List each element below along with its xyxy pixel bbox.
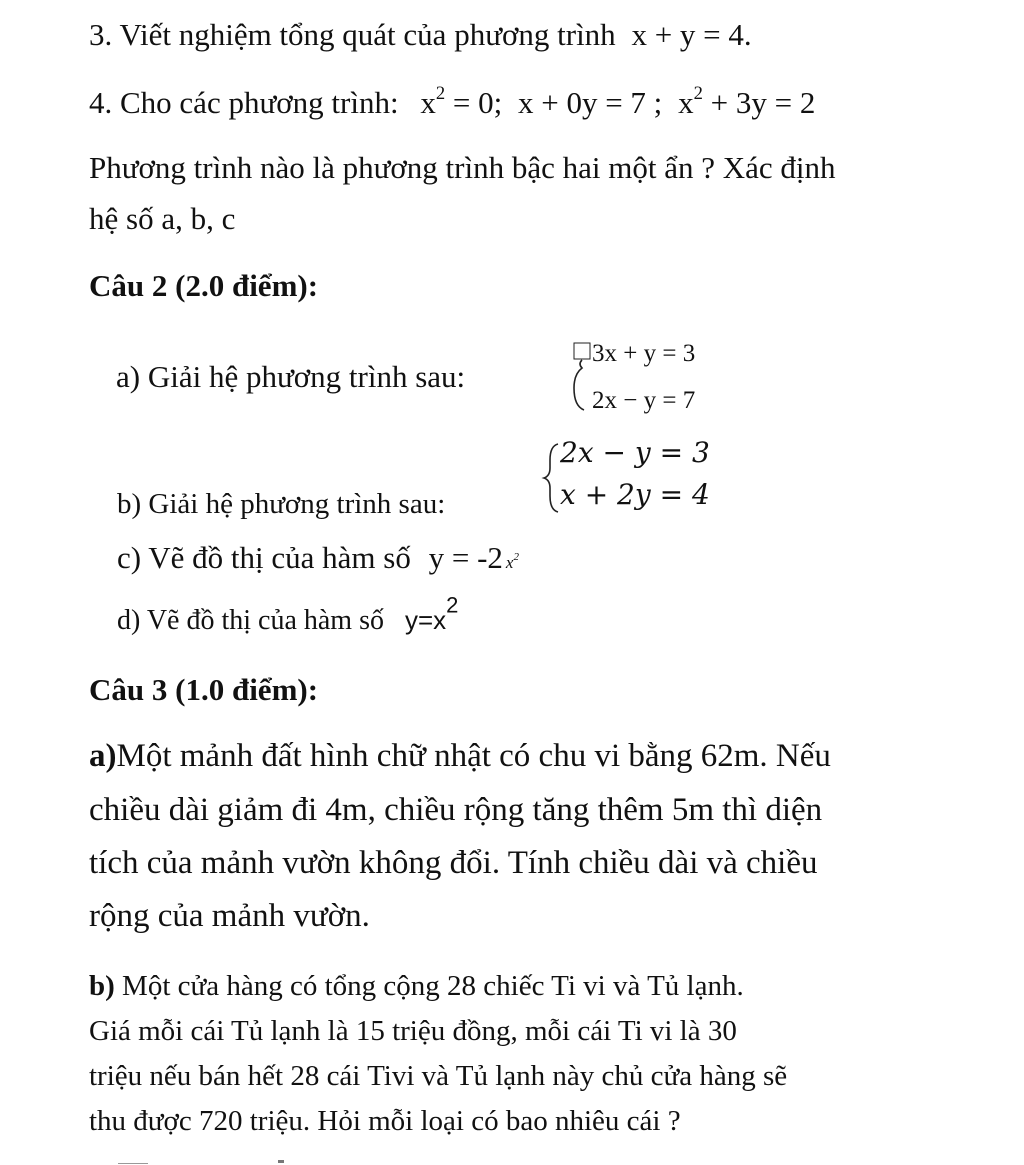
equation-2: x + 0y = 7 ; <box>517 85 663 120</box>
part-3a-line3: tích của mảnh vườn không đổi. Tính chiều dài và chiều <box>89 845 818 881</box>
part-2b-label: b) Giải hệ phương trình sau: <box>117 488 446 520</box>
part-2d-equation: $y=x^2$ <box>404 592 459 635</box>
part-3a-line2: chiều dài giảm đi 4m, chiều rộng tăng thêm 5m thì diện <box>89 792 823 828</box>
cutoff-mark-left <box>118 1163 148 1164</box>
question-4-prompt-line1: Phương trình nào là phương trình bậc hai một ẩn ? Xác định <box>89 150 836 185</box>
part-3a-line4: rộng của mảnh vườn. <box>89 898 370 934</box>
part-2d-label: d) Vẽ đồ thị của hàm số <box>117 605 384 636</box>
system-2a-eq1: 3x + y = 3 <box>592 340 696 367</box>
equation-1: $x^2 = 0$; <box>420 83 503 120</box>
section-2-title: Câu 2 (2.0 điểm): <box>89 268 319 303</box>
part-3b-line4: thu được 720 triệu. Hỏi mỗi loại có bao nhiêu cái ? <box>89 1105 681 1137</box>
question-4-text: 4. Cho các phương trình: <box>89 85 399 120</box>
equation-3: $x^2 + 3y = 2$ <box>678 83 816 120</box>
question-4-prompt-line2: hệ số a, b, c <box>89 201 236 236</box>
section-3-title: Câu 3 (1.0 điểm): <box>89 672 319 707</box>
cutoff-mark-right <box>278 1160 284 1163</box>
question-3-text: 3. Viết nghiệm tổng quát của phương trình <box>89 17 616 52</box>
question-4-line <box>89 85 815 121</box>
part-3a-text1: Một mảnh đất hình chữ nhật có chu vi bằng 62m. Nếu <box>116 738 831 774</box>
part-3b-line2: Giá mỗi cái Tủ lạnh là 15 triệu đồng, mỗi cái Ti vi là 30 <box>89 1015 737 1047</box>
part-2a-label: a) Giải hệ phương trình sau: <box>116 359 466 394</box>
part-2c-label: c) Vẽ đồ thị của hàm số <box>117 540 411 575</box>
part-3b-line3: triệu nếu bán hết 28 cái Tivi và Tủ lạnh này chủ cửa hàng sẽ <box>89 1060 788 1092</box>
part-3b-line1 <box>89 970 744 1003</box>
part-3b-label: b) <box>89 970 115 1002</box>
part-3a-label: a) <box>89 738 117 774</box>
system-2b-eq2: x + 2y = 4 <box>560 478 710 511</box>
system-2a-eq2: 2x − y = 7 <box>592 387 696 414</box>
part-3a-line1 <box>89 738 831 775</box>
part-2d-line <box>117 592 459 637</box>
part-2c-line <box>117 540 519 576</box>
part-2c-equation: y = -2 $x^2$ <box>428 540 519 575</box>
part-3b-text1: Một cửa hàng có tổng cộng 28 chiếc Ti vi và Tủ lạnh. <box>114 970 744 1002</box>
question-3-equation: x + y = 4. <box>631 17 752 52</box>
question-3-line <box>89 17 752 53</box>
system-2b-eq1: 2x − y = 3 <box>560 436 710 469</box>
